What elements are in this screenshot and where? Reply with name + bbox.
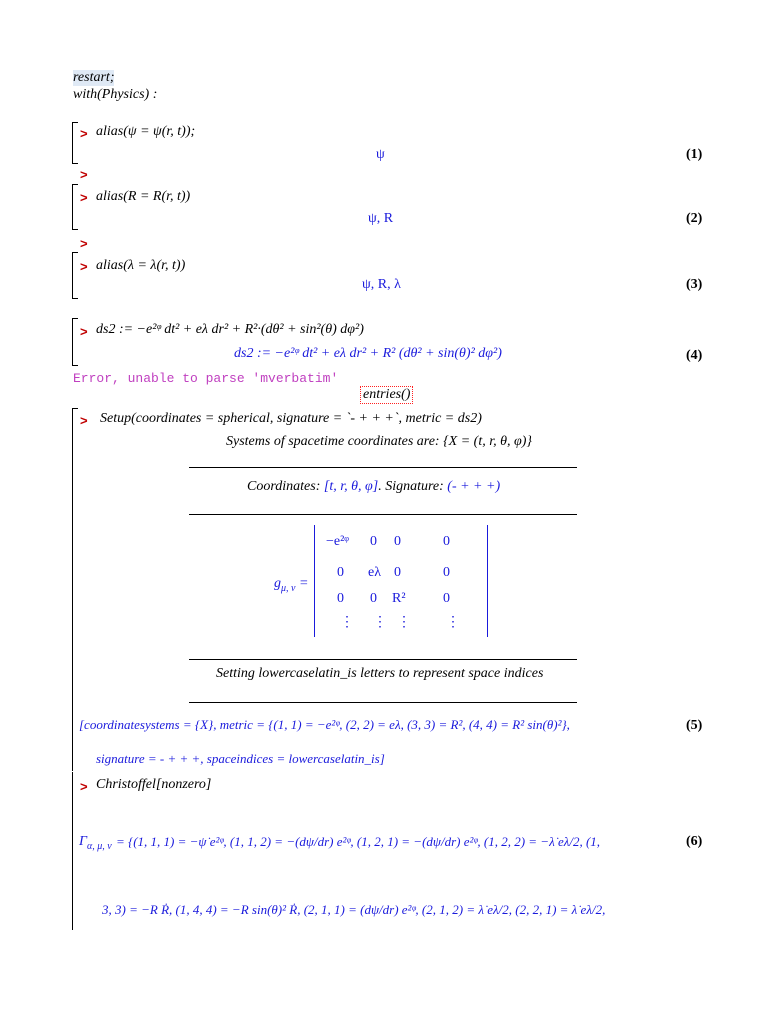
matrix-cell: 0 [443,565,450,580]
input-restart[interactable]: restart; [73,70,115,85]
coordinates-value: [t, r, θ, φ] [323,479,379,494]
prompt-marker: > [80,126,88,141]
prompt-marker: > [80,259,88,274]
input-ds2[interactable]: ds2 := −e²ᵠ dt² + eλ dr² + R²·(dθ² + sin²(θ) dφ²) [96,322,364,337]
matrix-cell: −e²ᵠ [326,534,349,549]
matrix-cell: 0 [337,591,344,606]
divider [189,702,577,703]
output-6-line-1: = {(1, 1, 1) = −ψ̇ e²ᵠ, (1, 1, 2) = −(dψ/dr) e²ᵠ, (1, 2, 1) = −(dψ/dr) e²ᵠ, (1, 2, 2) = −λ̇ eλ/2, (1, [116,834,601,849]
prompt-marker: > [80,324,88,339]
signature-label: . Signature: [378,479,444,494]
output-3: ψ, R, λ [362,277,401,292]
input-christoffel[interactable]: Christoffel[nonzero] [96,777,212,792]
equation-label-5: (5) [686,718,703,733]
matrix-cell: 0 [394,534,401,549]
prompt-marker: > [80,190,88,205]
prompt-marker: > [80,167,88,182]
input-alias-psi[interactable]: alias(ψ = ψ(r, t)); [96,124,196,139]
entries-command[interactable]: entries() [363,387,411,402]
input-with-physics[interactable]: with(Physics) : [73,87,158,102]
equation-label-2: (2) [686,211,703,226]
execution-group-bracket-1[interactable] [72,122,78,164]
metric-label: $g_{\mu, \nu}$ = [274,576,309,594]
execution-group-bracket-2[interactable] [72,184,78,230]
input-alias-lambda[interactable]: alias(λ = λ(r, t)) [96,258,186,273]
output-1: ψ [376,147,385,162]
prompt-marker: > [80,779,88,794]
matrix-cell: eλ [368,565,382,580]
matrix-cell: ⋮ [397,615,411,630]
matrix-cell: 0 [443,534,450,549]
output-5-line-2: signature = - + + +, spaceindices = lowercaselatin_is] [96,751,385,766]
prompt-marker: > [80,413,88,428]
divider [189,467,577,468]
matrix-cell: ⋮ [446,615,460,630]
execution-group-bracket-4[interactable] [72,318,78,366]
equation-label-1: (1) [686,147,703,162]
gamma-label: $\Gamma_{\alpha, \mu, \nu}$ [79,834,112,852]
coordinates-line [247,479,500,495]
output-2: ψ, R [368,211,394,226]
equation-label-3: (3) [686,277,703,292]
output-6-line-2: 3, 3) = −R Ṙ, (1, 4, 4) = −R sin(θ)² Ṙ, (2, 1, 1) = (dψ/dr) e²ᵠ, (2, 1, 2) = λ̇ eλ/2, (2, 2, 1) = λ̇ eλ/2, [102,902,606,917]
divider [189,514,577,515]
matrix-cell: R² [392,591,406,606]
signature-value: (- + + +) [447,479,501,494]
matrix-cell: 0 [443,591,450,606]
execution-group-bracket-5[interactable] [72,408,78,771]
input-alias-R[interactable]: alias(R = R(r, t)) [96,189,191,204]
matrix-cell: 0 [394,565,401,580]
systems-line: Systems of spacetime coordinates are: {X = (t, r, θ, φ)} [226,434,533,449]
matrix-cell: 0 [370,534,377,549]
matrix-cell: ⋮ [373,615,387,630]
equation-label-6: (6) [686,834,703,849]
matrix-cell: 0 [337,565,344,580]
input-setup[interactable]: Setup(coordinates = spherical, signature = `- + + +`, metric = ds2) [100,411,482,426]
output-4: ds2 := −e²ᵠ dt² + eλ dr² + R² (dθ² + sin(θ)² dφ²) [234,346,502,361]
divider [189,659,577,660]
execution-group-bracket-6[interactable] [72,772,73,930]
execution-group-bracket-3[interactable] [72,252,78,299]
matrix-cell: 0 [370,591,377,606]
error-message: Error, unable to parse 'mverbatim' [73,371,339,386]
setting-line: Setting lowercaselatin_is letters to represent space indices [216,666,544,681]
matrix-cell: ⋮ [340,615,354,630]
output-5-line-1: [coordinatesystems = {X}, metric = {(1, 1) = −e²ᵠ, (2, 2) = eλ, (3, 3) = R², (4, 4) = R² sin(θ)²}, [79,717,570,732]
coordinates-label: Coordinates: [247,479,321,494]
prompt-marker: > [80,236,88,251]
equation-label-4: (4) [686,348,703,363]
